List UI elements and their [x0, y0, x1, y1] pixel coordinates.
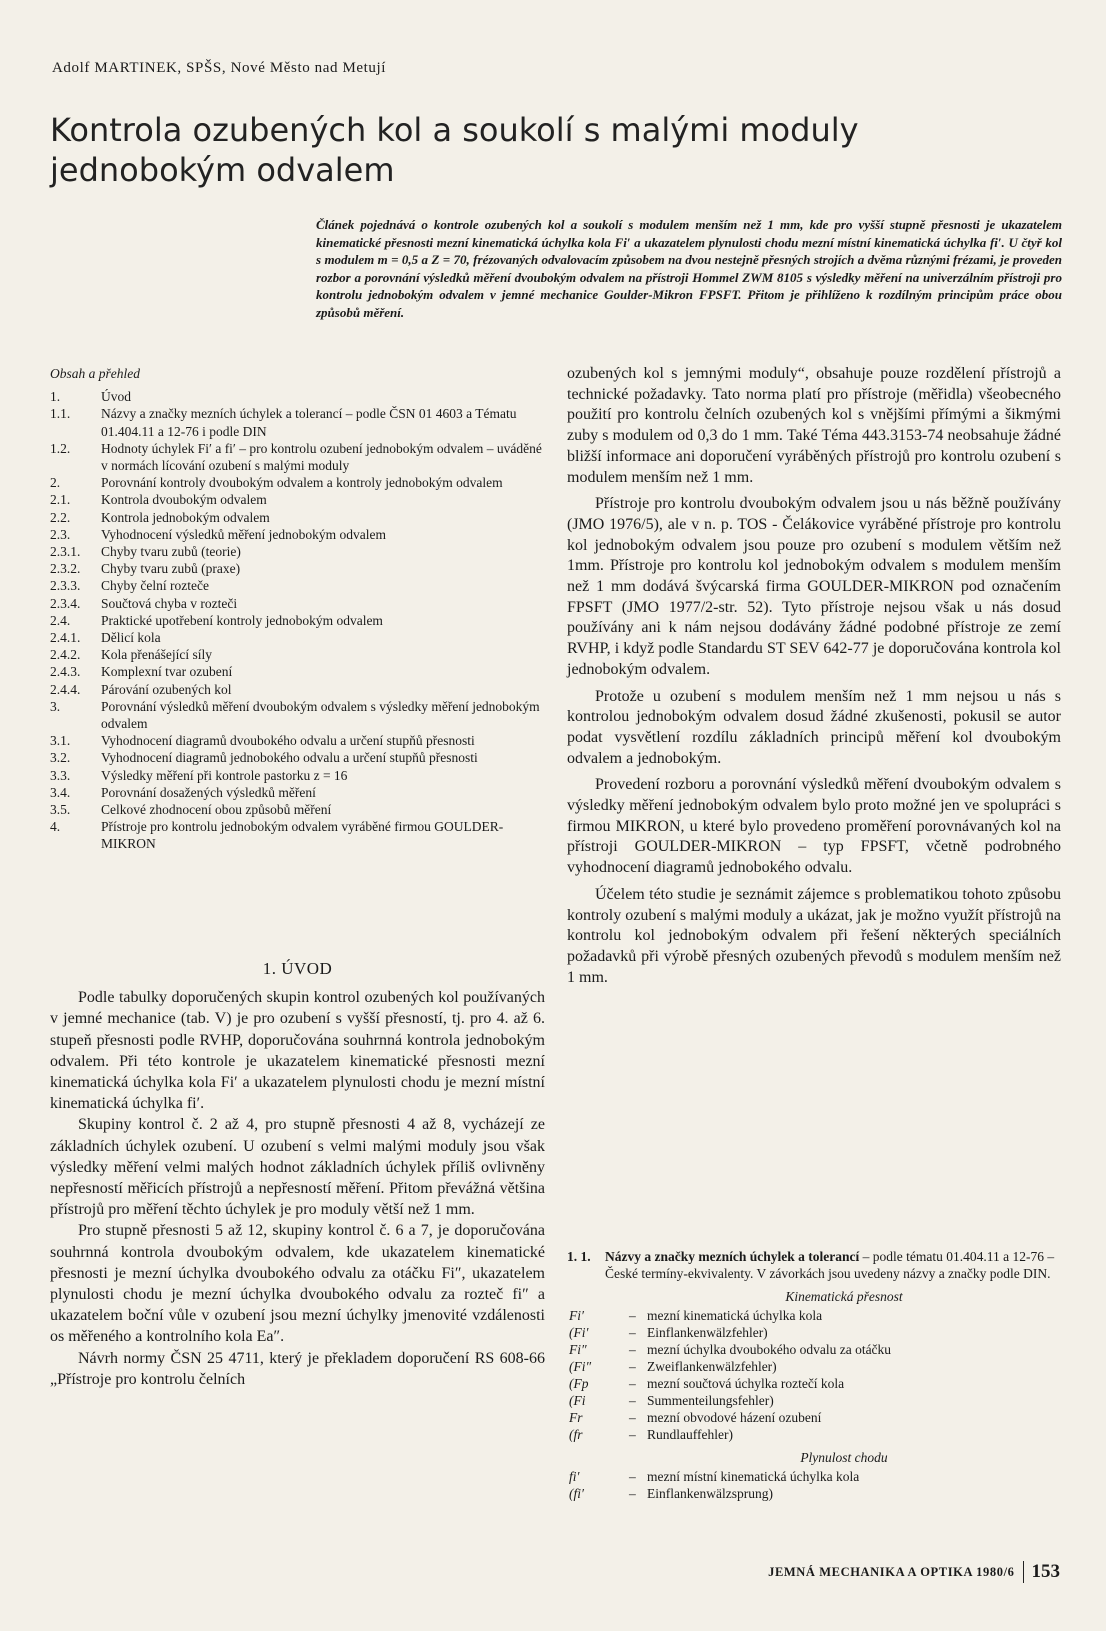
smoothness-terms	[567, 1468, 1061, 1502]
toc-item-text: Přístroje pro kontrolu jednobokým odvalem vyráběné firmou GOULDER-MIKRON	[101, 819, 504, 852]
term-row	[567, 1392, 1061, 1409]
toc-item	[50, 749, 545, 766]
group-title-smoothness: Plynulost chodu	[800, 1450, 888, 1465]
toc-item	[50, 577, 545, 594]
toc-item-text: Párování ozubených kol	[101, 681, 232, 697]
toc-item-text: Vyhodnocení výsledků měření jednobokým odvalem	[101, 526, 386, 542]
toc-item-number: 3.	[50, 698, 61, 714]
toc-heading: Obsah a přehled	[50, 366, 140, 381]
author-line: Adolf MARTINEK, SPŠS, Nové Město nad Metují	[52, 60, 387, 76]
term-symbol: (fi′	[569, 1486, 584, 1501]
toc-item	[50, 818, 545, 852]
toc-item	[50, 767, 545, 784]
term-dash: –	[629, 1325, 636, 1340]
toc-item	[50, 474, 545, 491]
toc-item-text: Chyby čelní rozteče	[101, 578, 209, 594]
toc-item-text: Kola přenášející síly	[101, 647, 212, 663]
paragraph: Provedení rozboru a porovnání výsledků měření dvoubokým odvalem s výsledky měření jednobokým odvalem bylo proto možné jen ve spolupráci s firmou MIKRON, u které bylo provedeno proměření porovnávaných kol na přístroji GOULDER-MIKRON – typ FPSFT, včetně podrobného vyhodnocení diagramů jednobokého odvalu.	[567, 776, 1061, 877]
abstract: Článek pojednává o kontrole ozubených kol a soukolí s modulem menším než 1 mm, kde pro vyšší stupně přesnosti je ukazatelem kinematické přesnosti mezní kinematická úchylka kola Fi′ a ukazatelem plynulosti chodu mezní místní kinematická úchylka fi′. U čtyř kol s modulem m = 0,5 a Z = 70, frézovaných odvalovacím způsobem na dvou nestejně přesných strojích a dvěma různými frézami, je proveden rozbor a porovnání výsledků měření dvoubokým odvalem na přístroji Hommel ZWM 8105 s výsledky měření na univerzálním přístroji pro kontrolu jednobokým odvalem v jemné mechanice Goulder-Mikron FPSFT. Přitom je přihlíženo k rozdílným principům práce obou způsobů měření.	[316, 217, 1062, 320]
term-dash: –	[629, 1486, 636, 1501]
term-symbol: Fr	[569, 1410, 583, 1425]
terms-number: 1. 1.	[567, 1249, 591, 1264]
toc-item-text: Porovnání dosažených výsledků měření	[101, 784, 316, 800]
paragraph: ozubených kol s jemnými moduly“, obsahuje pouze rozdělení přístrojů a technické požadavky. Tato norma platí pro přístroje (měřidla) všeobecného použití pro kontrolu čelních ozubených kol s vnějšími přímými a šikmými zuby s modulem od 0,3 do 1 mm. Také Téma 443.3153-74 neobsahuje žádné bližší informace ani doporučení vyráběných přístrojů pro kontrolu ozubení s modulem menším než 1 mm.	[567, 365, 1061, 486]
term-symbol: Fi″	[569, 1342, 587, 1357]
term-row	[567, 1341, 1061, 1358]
toc-item-number: 2.4.2.	[50, 647, 81, 663]
toc-item-number: 2.3.2.	[50, 561, 81, 577]
toc-item	[50, 681, 545, 698]
term-symbol: (Fi	[569, 1393, 586, 1408]
toc-item	[50, 732, 545, 749]
paragraph: Přístroje pro kontrolu dvoubokým odvalem jsou u nás běžně používány (JMO 1976/5), ale v n. p. TOS - Čelákovice vyráběné přístroje pro kontrolu kol jednobokým odvalem jsou pouze pro ozubení s modulem větším než 1mm. Přístroje pro kontrolu kol jednobokým odvalem s modulem menším než 1 mm dodává švýcarská firma GOULDER-MIKRON pod označením FPSFT (JMO 1977/2-str. 52). Tyto přístroje nejsou však u nás dosud používány ani k nám nejsou dodávány žádné podobné přístroje ze zemí RVHP, i když podle Standardu ST SEV 642-77 je doporučována kontrola kol jednobokým odvalem.	[567, 495, 1061, 678]
toc-item	[50, 646, 545, 663]
toc-item-number: 3.5.	[50, 802, 71, 818]
kinematic-terms	[567, 1307, 1061, 1443]
toc-item	[50, 440, 545, 474]
right-column	[567, 364, 1061, 988]
toc-item	[50, 629, 545, 646]
toc-item-text: Chyby tvaru zubů (praxe)	[101, 561, 241, 577]
toc-item	[50, 509, 545, 526]
toc-item-text: Celkové zhodnocení obou způsobů měření	[101, 802, 332, 818]
term-text: mezní úchylka dvoubokého odvalu za otáčku	[647, 1342, 892, 1357]
toc-item	[50, 543, 545, 560]
term-row	[567, 1375, 1061, 1392]
toc-item-number: 2.3.4.	[50, 595, 81, 611]
toc-item-text: Kontrola jednobokým odvalem	[101, 509, 270, 525]
toc-item	[50, 526, 545, 543]
table-of-contents	[50, 365, 545, 853]
toc-item-text: Porovnání výsledků měření dvoubokým odvalem s výsledky měření jednobokým odvalem	[101, 698, 540, 732]
toc-item-text: Výsledky měření při kontrole pastorku z = 16	[101, 767, 348, 783]
term-symbol: fi′	[569, 1469, 580, 1484]
toc-item-text: Chyby tvaru zubů (teorie)	[101, 544, 241, 560]
paragraph: Podle tabulky doporučených skupin kontrol ozubených kol používaných v jemné mechanice (tab. V) je pro ozubení s vyšší přesností, tj. pro 4. až 6. stupeň přesnosti podle RVHP, doporučována souhrnná kontrola jednobokým odvalem. Při této kontrole je ukazatelem kinematické přesnosti mezní kinematická úchylka kola Fi′ a ukazatelem plynulosti chodu je mezní místní kinematická úchylka fi′.	[50, 989, 545, 1113]
term-dash: –	[629, 1393, 636, 1408]
paragraph: Skupiny kontrol č. 2 až 4, pro stupně přesnosti 4 až 8, vycházejí ze základních úchylek ozubení. U ozubení s velmi malými moduly jsou však výsledky měření velmi malých hodnot základních úchylek příliš ovlivněny nepřesností měřicích přístrojů a nepřesností měření. Přitom převážná většina přístrojů pro měření těchto úchylek je pro moduly větší než 1 mm.	[50, 1116, 545, 1219]
terms-title: Názvy a značky mezních úchylek a tolerancí	[605, 1249, 860, 1264]
toc-item-text: Vyhodnocení diagramů dvoubokého odvalu a určení stupňů přesnosti	[101, 733, 475, 749]
term-text: mezní kinematická úchylka kola	[647, 1308, 823, 1323]
term-row	[567, 1358, 1061, 1375]
term-symbol: (Fi″	[569, 1359, 592, 1374]
section-heading: 1. ÚVOD	[262, 959, 333, 978]
terms-intro	[605, 1248, 1061, 1282]
term-dash: –	[629, 1469, 636, 1484]
term-text: mezní obvodové házení ozubení	[647, 1410, 822, 1425]
page-footer	[740, 1560, 1060, 1584]
term-row	[567, 1307, 1061, 1324]
toc-item-text: Komplexní tvar ozubení	[101, 664, 233, 680]
paragraph: Účelem této studie je seznámit zájemce s problematikou tohoto způsobu kontroly ozubení s malými moduly a ukázat, jak je možno využít přístrojů na kontrolu kol jednobokým odvalem při řešení některých speciálních požadavků při výrobě přesných ozubených převodů s modulem menším než 1 mm.	[567, 885, 1061, 986]
toc-item-number: 3.3.	[50, 767, 71, 783]
footer-divider	[1023, 1561, 1024, 1583]
toc-item-number: 4.	[50, 819, 61, 835]
toc-item-number: 3.2.	[50, 750, 71, 766]
term-dash: –	[629, 1359, 636, 1374]
toc-item-number: 2.3.3.	[50, 578, 81, 594]
toc-item-number: 2.4.	[50, 612, 71, 628]
toc-item	[50, 388, 545, 405]
term-row	[567, 1409, 1061, 1426]
terms-description: – podle tématu 01.404.11 a 12-76 – České termíny-ekvivalenty. V závorkách jsou uvedeny názvy a značky podle DIN.	[605, 1249, 1055, 1281]
left-column	[50, 958, 545, 1390]
term-dash: –	[629, 1427, 636, 1442]
toc-item	[50, 560, 545, 577]
paragraph: Návrh normy ČSN 25 4711, který je překladem doporučení RS 608-66 „Přístroje pro kontrolu čelních	[50, 1349, 545, 1388]
article-title: Kontrola ozubených kol a soukolí s malými moduly jednobokým odvalem	[50, 111, 859, 189]
term-dash: –	[629, 1308, 636, 1323]
toc-item-number: 1.	[50, 389, 61, 405]
toc-item	[50, 612, 545, 629]
term-text: Summenteilungsfehler)	[647, 1393, 774, 1408]
paragraph: Protože u ozubení s modulem menším než 1 mm nejsou u nás s kontrolou jednobokým odvalem dosud žádné zkušenosti, pokusil se autor podat vysvětlení rozdílu základních principů měření kol dvoubokým odvalem a jednobokým.	[567, 687, 1061, 767]
toc-item	[50, 595, 545, 612]
term-row	[567, 1426, 1061, 1443]
toc-item-number: 1.1.	[50, 406, 71, 422]
term-text: mezní součtová úchylka roztečí kola	[647, 1376, 845, 1391]
term-text: Rundlauffehler)	[647, 1427, 733, 1442]
toc-item	[50, 663, 545, 680]
term-row	[567, 1468, 1061, 1485]
term-symbol: (Fi′	[569, 1325, 589, 1340]
group-title-kinematic: Kinematická přesnost	[785, 1289, 903, 1304]
toc-item-text: Hodnoty úchylek Fi′ a fi′ – pro kontrolu ozubení jednobokým odvalem – uváděné v normách lícování ozubení s malými moduly	[101, 440, 542, 474]
toc-item	[50, 784, 545, 801]
term-text: Einflankenwälzfehler)	[647, 1325, 768, 1340]
term-row	[567, 1485, 1061, 1502]
toc-item-number: 2.3.	[50, 526, 71, 542]
toc-item-text: Vyhodnocení diagramů jednobokého odvalu a určení stupňů přesnosti	[101, 750, 478, 766]
page-number: 153	[1031, 1561, 1060, 1582]
toc-item-text: Porovnání kontroly dvoubokým odvalem a kontroly jednobokým odvalem	[101, 475, 503, 491]
toc-item-text: Úvod	[101, 389, 131, 405]
toc-item-text: Kontrola dvoubokým odvalem	[101, 492, 267, 508]
toc-list	[50, 388, 545, 852]
toc-item-number: 2.4.3.	[50, 664, 81, 680]
journal-name: JEMNÁ MECHANIKA A OPTIKA 1980/6	[768, 1564, 1015, 1579]
toc-item-number: 2.1.	[50, 492, 71, 508]
toc-item-text: Součtová chyba v rozteči	[101, 595, 238, 611]
terms-heading	[567, 1248, 1061, 1282]
toc-item-text: Praktické upotřebení kontroly jednobokým odvalem	[101, 612, 383, 628]
term-text: Einflankenwälzsprung)	[647, 1486, 773, 1501]
term-text: mezní místní kinematická úchylka kola	[647, 1469, 860, 1484]
toc-item	[50, 698, 545, 732]
term-symbol: (Fp	[569, 1376, 589, 1391]
toc-item-number: 2.3.1.	[50, 544, 81, 560]
term-symbol: (fr	[569, 1427, 583, 1442]
toc-item-number: 3.1.	[50, 733, 71, 749]
term-dash: –	[629, 1342, 636, 1357]
terms-section	[567, 1248, 1061, 1502]
toc-item-number: 3.4.	[50, 784, 71, 800]
term-dash: –	[629, 1376, 636, 1391]
term-row	[567, 1324, 1061, 1341]
paragraph: Pro stupně přesnosti 5 až 12, skupiny kontrol č. 6 a 7, je doporučována souhrnná kontrola dvoubokým odvalem, kde ukazatelem kinematické přesnosti je mezní úchylka dvoubokého odvalu za otáčku Fi″, ukazatelem plynulosti chodu je mezní úchylka dvoubokého odvalu za rozteč fi″ a ukazatelem boční vůle v ozubení jsou mezní úchylky jmenovité vzdálenosti os měřeného a kontrolního kola Ea″.	[50, 1222, 545, 1346]
toc-item-text: Názvy a značky mezních úchylek a tolerancí – podle ČSN 01 4603 a Tématu 01.404.11 a 12-76 i podle DIN	[101, 406, 517, 439]
toc-item-number: 2.4.4.	[50, 681, 81, 697]
toc-item-text: Dělicí kola	[101, 630, 161, 646]
toc-item-number: 1.2.	[50, 440, 71, 456]
term-dash: –	[629, 1410, 636, 1425]
toc-item-number: 2.	[50, 475, 61, 491]
term-symbol: Fi′	[569, 1308, 584, 1323]
toc-item	[50, 491, 545, 508]
toc-item	[50, 801, 545, 818]
toc-item	[50, 405, 545, 439]
toc-item-number: 2.4.1.	[50, 630, 81, 646]
toc-item-number: 2.2.	[50, 509, 71, 525]
term-text: Zweiflankenwälzfehler)	[647, 1359, 777, 1374]
